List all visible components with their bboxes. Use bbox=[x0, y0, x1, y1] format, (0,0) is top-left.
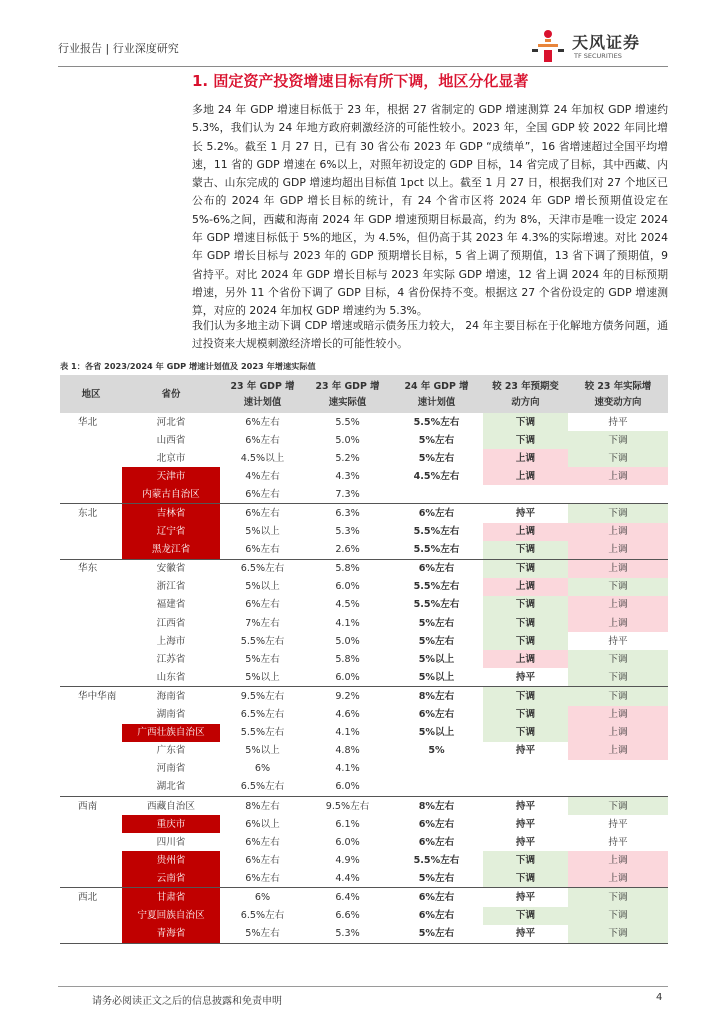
cell-vs-plan bbox=[483, 760, 568, 778]
footer-divider bbox=[58, 986, 668, 987]
table-row bbox=[60, 559, 668, 578]
cell-region: 东北 bbox=[60, 504, 122, 523]
paragraph-2: 我们认为多地主动下调 CDP 增速或暗示债务压力较大， 24 年主要目标在于化解地方债务问题，通过投资来大规模刺激经济增长的可能性较小。 bbox=[192, 319, 668, 351]
table-row bbox=[60, 650, 668, 668]
cell-province: 上海市 bbox=[156, 635, 186, 647]
cell-plan23: 5%左右 bbox=[245, 653, 280, 665]
cell-province: 云南省 bbox=[122, 869, 220, 888]
cell-plan24: 6%左右 bbox=[418, 818, 455, 830]
cell-plan24: 5.5%左右 bbox=[413, 526, 460, 538]
cell-province: 甘肃省 bbox=[122, 888, 220, 907]
cell-vs-actual: 上调 bbox=[568, 851, 668, 869]
page-header bbox=[58, 26, 668, 66]
cell-region bbox=[60, 431, 122, 449]
cell-actual23: 6.3% bbox=[305, 504, 390, 523]
table-row bbox=[60, 413, 668, 431]
table-row bbox=[60, 632, 668, 650]
table-row bbox=[60, 431, 668, 449]
cell-actual23: 6.6% bbox=[335, 910, 360, 922]
cell-actual23: 7.3% bbox=[335, 488, 360, 500]
cell-plan24: 5%左右 bbox=[418, 617, 455, 629]
cell-province: 北京市 bbox=[156, 452, 186, 464]
cell-province: 福建省 bbox=[156, 599, 186, 611]
cell-vs-plan: 下调 bbox=[483, 851, 568, 869]
cell-province: 江苏省 bbox=[156, 653, 186, 665]
cell-plan23: 6.5%左右 bbox=[240, 781, 285, 793]
cell-actual23: 9.2% bbox=[305, 687, 390, 706]
cell-actual23: 4.5% bbox=[335, 599, 360, 611]
cell-plan23: 5%左右 bbox=[220, 925, 305, 944]
cell-vs-plan: 持平 bbox=[515, 671, 536, 683]
cell-province: 吉林省 bbox=[122, 504, 220, 523]
table-row bbox=[60, 541, 668, 560]
cell-province: 江西省 bbox=[156, 617, 186, 629]
table-row bbox=[60, 687, 668, 706]
header-region: 地区 bbox=[60, 375, 122, 413]
cell-vs-plan: 下调 bbox=[483, 614, 568, 632]
cell-vs-plan: 持平 bbox=[515, 745, 536, 757]
table-body bbox=[60, 413, 668, 943]
cell-region bbox=[60, 650, 122, 668]
cell-vs-actual: 持平 bbox=[608, 836, 628, 848]
table-row bbox=[60, 925, 668, 944]
cell-province: 青海省 bbox=[122, 925, 220, 944]
cell-region bbox=[60, 467, 122, 485]
cell-actual23: 9.5%左右 bbox=[305, 796, 390, 815]
cell-vs-actual: 下调 bbox=[568, 907, 668, 925]
cell-province: 重庆市 bbox=[122, 815, 220, 833]
cell-region bbox=[60, 907, 122, 925]
table-row bbox=[60, 485, 668, 504]
cell-vs-actual: 上调 bbox=[568, 559, 668, 578]
cell-province: 山东省 bbox=[156, 671, 186, 683]
table-row bbox=[60, 907, 668, 925]
logo-mark-icon bbox=[528, 28, 568, 64]
table-row bbox=[60, 815, 668, 833]
cell-plan24: 5% bbox=[428, 745, 445, 757]
table-row bbox=[60, 724, 668, 742]
cell-plan23: 6% bbox=[254, 763, 271, 775]
table-row bbox=[60, 796, 668, 815]
cell-province: 湖北省 bbox=[156, 781, 186, 793]
cell-plan24 bbox=[390, 778, 483, 797]
cell-plan23: 6%左右 bbox=[245, 836, 280, 848]
cell-vs-actual: 上调 bbox=[568, 742, 668, 760]
cell-plan23: 8%左右 bbox=[220, 796, 305, 815]
cell-vs-plan: 持平 bbox=[483, 504, 568, 523]
cell-actual23: 5.3% bbox=[335, 526, 360, 538]
cell-actual23: 6.0% bbox=[335, 671, 360, 683]
cell-actual23: 4.9% bbox=[335, 854, 360, 866]
cell-region bbox=[60, 851, 122, 869]
cell-plan24: 5%左右 bbox=[418, 452, 455, 464]
table-row bbox=[60, 596, 668, 614]
logo-text: 天风证券 bbox=[572, 33, 641, 52]
cell-plan23: 6%左右 bbox=[220, 504, 305, 523]
cell-actual23: 4.3% bbox=[335, 470, 360, 482]
cell-region bbox=[60, 742, 122, 760]
cell-plan23: 6.5%左右 bbox=[240, 910, 285, 922]
cell-actual23: 5.8% bbox=[305, 559, 390, 578]
cell-vs-plan: 下调 bbox=[483, 907, 568, 925]
cell-plan23: 4%左右 bbox=[245, 470, 280, 482]
table-row bbox=[60, 869, 668, 888]
table-row bbox=[60, 888, 668, 907]
cell-region: 西南 bbox=[60, 796, 122, 815]
cell-plan24: 5.5%左右 bbox=[413, 599, 460, 611]
cell-vs-actual: 下调 bbox=[568, 925, 668, 944]
cell-plan23: 6.5%左右 bbox=[220, 559, 305, 578]
cell-vs-plan: 持平 bbox=[515, 818, 536, 830]
cell-vs-actual: 下调 bbox=[568, 888, 668, 907]
cell-plan24: 5%左右 bbox=[418, 872, 455, 884]
cell-actual23: 6.1% bbox=[335, 818, 360, 830]
cell-province: 内蒙古自治区 bbox=[122, 485, 220, 504]
cell-province: 浙江省 bbox=[156, 581, 186, 593]
cell-vs-plan bbox=[483, 485, 568, 504]
cell-region bbox=[60, 760, 122, 778]
cell-actual23: 5.8% bbox=[335, 653, 360, 665]
cell-plan24: 5.5%左右 bbox=[413, 581, 460, 593]
cell-province: 湖南省 bbox=[156, 709, 186, 721]
cell-plan23: 6%左右 bbox=[245, 544, 280, 556]
cell-vs-actual: 下调 bbox=[568, 449, 668, 467]
cell-vs-actual: 上调 bbox=[568, 541, 668, 560]
cell-region bbox=[60, 578, 122, 596]
table-row bbox=[60, 760, 668, 778]
cell-region bbox=[60, 596, 122, 614]
header-plan24: 24 年 GDP 增 速计划值 bbox=[390, 375, 483, 413]
cell-actual23: 6.0% bbox=[335, 581, 360, 593]
cell-vs-plan: 下调 bbox=[483, 413, 568, 431]
footer-disclaimer: 请务必阅读正文之后的信息披露和免责申明 bbox=[92, 996, 282, 1007]
cell-vs-actual bbox=[568, 778, 668, 797]
table-row bbox=[60, 467, 668, 485]
cell-actual23: 4.6% bbox=[335, 709, 360, 721]
cell-actual23: 5.0% bbox=[335, 635, 360, 647]
cell-region bbox=[60, 724, 122, 742]
cell-plan24: 5%以上 bbox=[418, 727, 455, 739]
table-row bbox=[60, 614, 668, 632]
cell-region bbox=[60, 668, 122, 687]
cell-vs-plan: 下调 bbox=[483, 706, 568, 724]
cell-region bbox=[60, 869, 122, 888]
cell-plan24: 6%左右 bbox=[390, 504, 483, 523]
doc-type-label: 行业报告 | 行业深度研究 bbox=[58, 42, 179, 55]
cell-province: 四川省 bbox=[156, 836, 186, 848]
cell-vs-actual bbox=[568, 485, 668, 504]
cell-actual23: 5.5% bbox=[335, 416, 360, 428]
cell-province: 贵州省 bbox=[122, 851, 220, 869]
cell-region bbox=[60, 632, 122, 650]
page-number: 4 bbox=[656, 992, 663, 1003]
cell-vs-plan: 下调 bbox=[483, 431, 568, 449]
cell-region bbox=[60, 925, 122, 944]
cell-region: 华东 bbox=[60, 559, 122, 578]
cell-plan23: 6%左右 bbox=[245, 434, 280, 446]
cell-region bbox=[60, 815, 122, 833]
cell-plan23: 6%左右 bbox=[245, 599, 280, 611]
cell-region bbox=[60, 541, 122, 560]
cell-region bbox=[60, 833, 122, 851]
cell-actual23: 5.3% bbox=[305, 925, 390, 944]
cell-actual23: 6.0% bbox=[335, 781, 360, 793]
cell-region bbox=[60, 706, 122, 724]
table-row bbox=[60, 706, 668, 724]
cell-region bbox=[60, 449, 122, 467]
cell-plan24: 5%以上 bbox=[418, 653, 455, 665]
table-row bbox=[60, 504, 668, 523]
company-logo bbox=[528, 26, 668, 66]
cell-actual23: 5.2% bbox=[335, 452, 360, 464]
cell-province: 广西壮族自治区 bbox=[122, 724, 220, 742]
cell-vs-actual: 上调 bbox=[568, 869, 668, 888]
cell-region: 华中华南 bbox=[60, 687, 122, 706]
cell-plan23: 5%以上 bbox=[245, 526, 280, 538]
cell-vs-actual: 下调 bbox=[568, 668, 668, 687]
cell-plan23: 5.5%左右 bbox=[240, 727, 285, 739]
header-actual23: 23 年 GDP 增 速实际值 bbox=[305, 375, 390, 413]
cell-vs-plan: 下调 bbox=[483, 541, 568, 560]
cell-plan24: 5%左右 bbox=[418, 434, 455, 446]
cell-vs-plan: 持平 bbox=[483, 888, 568, 907]
cell-province: 安徽省 bbox=[122, 559, 220, 578]
cell-actual23: 5.0% bbox=[335, 434, 360, 446]
cell-vs-plan bbox=[483, 778, 568, 797]
cell-plan24: 5.5%左右 bbox=[413, 854, 460, 866]
cell-vs-plan: 持平 bbox=[483, 796, 568, 815]
cell-plan23: 6%左右 bbox=[245, 854, 280, 866]
cell-vs-actual: 上调 bbox=[568, 614, 668, 632]
cell-plan24: 6%左右 bbox=[390, 559, 483, 578]
section-title: 1. 固定资产投资增速目标有所下调，地区分化显著 bbox=[192, 72, 529, 90]
cell-region: 华北 bbox=[78, 416, 98, 428]
cell-vs-actual: 上调 bbox=[568, 724, 668, 742]
cell-province: 宁夏回族自治区 bbox=[122, 907, 220, 925]
cell-vs-plan: 下调 bbox=[483, 687, 568, 706]
logo-subtext: TF SECURITIES bbox=[574, 52, 622, 60]
cell-vs-actual: 持平 bbox=[608, 416, 628, 428]
cell-plan23: 6% bbox=[220, 888, 305, 907]
table-row bbox=[60, 851, 668, 869]
table-row bbox=[60, 742, 668, 760]
cell-vs-actual: 下调 bbox=[568, 796, 668, 815]
table-caption: 表 1：各省 2023/2024 年 GDP 增速计划值及 2023 年增速实际值 bbox=[60, 361, 316, 371]
cell-vs-actual: 上调 bbox=[568, 523, 668, 541]
cell-actual23: 6.0% bbox=[335, 836, 360, 848]
header-province: 省份 bbox=[122, 375, 220, 413]
cell-plan23: 5.5%左右 bbox=[240, 635, 285, 647]
cell-vs-plan: 上调 bbox=[483, 449, 568, 467]
header-vs-actual: 较 23 年实际增 速变动方向 bbox=[568, 375, 668, 413]
cell-plan24: 5%以上 bbox=[418, 671, 455, 683]
cell-region: 西北 bbox=[60, 888, 122, 907]
cell-plan24: 6%左右 bbox=[418, 910, 455, 922]
cell-plan24: 4.5%左右 bbox=[413, 470, 460, 482]
cell-plan24 bbox=[390, 760, 483, 778]
cell-plan23: 7%左右 bbox=[245, 617, 280, 629]
cell-vs-actual: 下调 bbox=[568, 578, 668, 596]
cell-province: 山西省 bbox=[156, 434, 186, 446]
cell-plan23: 5%以上 bbox=[245, 745, 280, 757]
cell-region bbox=[60, 485, 122, 504]
cell-province: 辽宁省 bbox=[122, 523, 220, 541]
cell-vs-actual: 持平 bbox=[608, 818, 628, 830]
cell-plan23: 9.5%左右 bbox=[220, 687, 305, 706]
cell-province: 天津市 bbox=[122, 467, 220, 485]
table-row bbox=[60, 578, 668, 596]
cell-plan24: 5%左右 bbox=[390, 925, 483, 944]
table-row bbox=[60, 668, 668, 687]
cell-actual23: 4.1% bbox=[335, 617, 360, 629]
cell-plan24 bbox=[390, 485, 483, 504]
cell-vs-plan: 下调 bbox=[483, 596, 568, 614]
cell-actual23: 4.1% bbox=[335, 763, 360, 775]
cell-vs-actual: 上调 bbox=[568, 467, 668, 485]
cell-plan23: 6%左右 bbox=[245, 416, 280, 428]
cell-vs-actual: 下调 bbox=[568, 687, 668, 706]
cell-plan24: 5.5%左右 bbox=[413, 544, 460, 556]
cell-plan24: 6%左右 bbox=[390, 888, 483, 907]
cell-vs-plan: 下调 bbox=[483, 869, 568, 888]
cell-plan23: 6%左右 bbox=[245, 488, 280, 500]
cell-vs-plan: 持平 bbox=[515, 836, 536, 848]
cell-actual23: 4.1% bbox=[335, 727, 360, 739]
cell-province: 海南省 bbox=[122, 687, 220, 706]
cell-plan23: 6.5%左右 bbox=[240, 709, 285, 721]
cell-vs-plan: 上调 bbox=[483, 523, 568, 541]
cell-vs-plan: 上调 bbox=[483, 467, 568, 485]
cell-vs-actual: 上调 bbox=[568, 706, 668, 724]
cell-plan23: 6%左右 bbox=[245, 872, 280, 884]
cell-plan23: 5%以上 bbox=[245, 671, 280, 683]
cell-vs-plan: 下调 bbox=[483, 559, 568, 578]
cell-plan24: 8%左右 bbox=[390, 687, 483, 706]
cell-plan23: 5%以上 bbox=[245, 581, 280, 593]
table-row bbox=[60, 523, 668, 541]
cell-vs-plan: 上调 bbox=[483, 650, 568, 668]
cell-region bbox=[60, 614, 122, 632]
header-divider bbox=[58, 66, 668, 67]
table-row bbox=[60, 449, 668, 467]
cell-vs-plan: 下调 bbox=[483, 632, 568, 650]
cell-region bbox=[60, 523, 122, 541]
cell-province: 河北省 bbox=[156, 416, 186, 428]
paragraph-1: 多地 24 年 GDP 增速目标低于 23 年，根据 27 省制定的 GDP 增速测算 24 年加权 GDP 增速约 5.3%，我们认为 24 年地方政府刺激经济的可能性较小。2023 年，全国 GDP 较 2022 年同比增长 5.2%。截至 1 月 27 日，已有 30 省公布 2023 年 GDP “成绩单”，16 省增速超过全国平均增速，11 省的 GDP 增速在 6%以上，对照年初设定的 GDP 目标，14 省完成了目标，其中西藏、内蒙古、山东完成的 GDP 增速均超出目标值 1pct 以上。截至 1 月 27 日，根据我们对 27 个地区已公布的 2024 年 GDP 增长目标的统计，有 24 个省市区将 2024 年 GDP 增长预期值设定在 5%-6%之间，西藏和海南 2024 年 GDP 增速预期目标最高，约为 8%，天津市是唯一设定 2024 年 GDP 增速目标低于 5%的地区，为 4.5%，但仍高于其 2023 年 4.3%的实际增速。对比 2024 年 GDP 增长目标与 2023 年的 GDP 预期增长目标，5 省上调了预期值，13 省下调了预期值，9 省持平。对比 2024 年 GDP 增长目标与 2023 年实际 GDP 增速，12 省上调 2024 年的目标预期增速，另外 11 个省份下调了 GDP 目标，4 省份保持不变。根据这 27 个省份设定的 GDP 增速测算，对应的 2024 年加权 GDP 增速约为 5.3%。 bbox=[192, 103, 668, 318]
cell-vs-actual: 下调 bbox=[568, 650, 668, 668]
cell-plan24: 6%左右 bbox=[418, 836, 455, 848]
table-row bbox=[60, 778, 668, 797]
cell-province: 黑龙江省 bbox=[122, 541, 220, 560]
cell-vs-actual bbox=[568, 760, 668, 778]
table-row bbox=[60, 833, 668, 851]
header-plan23: 23 年 GDP 增 速计划值 bbox=[220, 375, 305, 413]
cell-vs-plan: 上调 bbox=[483, 578, 568, 596]
cell-province: 河南省 bbox=[156, 763, 186, 775]
header-vs-plan: 较 23 年预期变 动方向 bbox=[483, 375, 568, 413]
cell-actual23: 6.4% bbox=[305, 888, 390, 907]
cell-vs-actual: 下调 bbox=[568, 504, 668, 523]
cell-plan24: 6%左右 bbox=[418, 709, 455, 721]
cell-actual23: 4.4% bbox=[335, 872, 360, 884]
cell-province: 广东省 bbox=[156, 745, 186, 757]
cell-province: 西藏自治区 bbox=[122, 796, 220, 815]
cell-region bbox=[60, 778, 122, 797]
cell-vs-actual: 持平 bbox=[608, 635, 628, 647]
cell-plan24: 5.5%左右 bbox=[413, 416, 460, 428]
cell-plan24: 8%左右 bbox=[390, 796, 483, 815]
table-header-row bbox=[60, 375, 668, 413]
cell-plan23: 6%以上 bbox=[245, 818, 280, 830]
gdp-table bbox=[60, 375, 668, 944]
cell-vs-actual: 下调 bbox=[568, 431, 668, 449]
cell-vs-actual: 上调 bbox=[568, 596, 668, 614]
cell-vs-plan: 持平 bbox=[483, 925, 568, 944]
cell-vs-plan: 下调 bbox=[483, 724, 568, 742]
cell-actual23: 2.6% bbox=[335, 544, 360, 556]
cell-actual23: 4.8% bbox=[335, 745, 360, 757]
cell-plan24: 5%左右 bbox=[418, 635, 455, 647]
cell-plan23: 4.5%以上 bbox=[240, 452, 285, 464]
